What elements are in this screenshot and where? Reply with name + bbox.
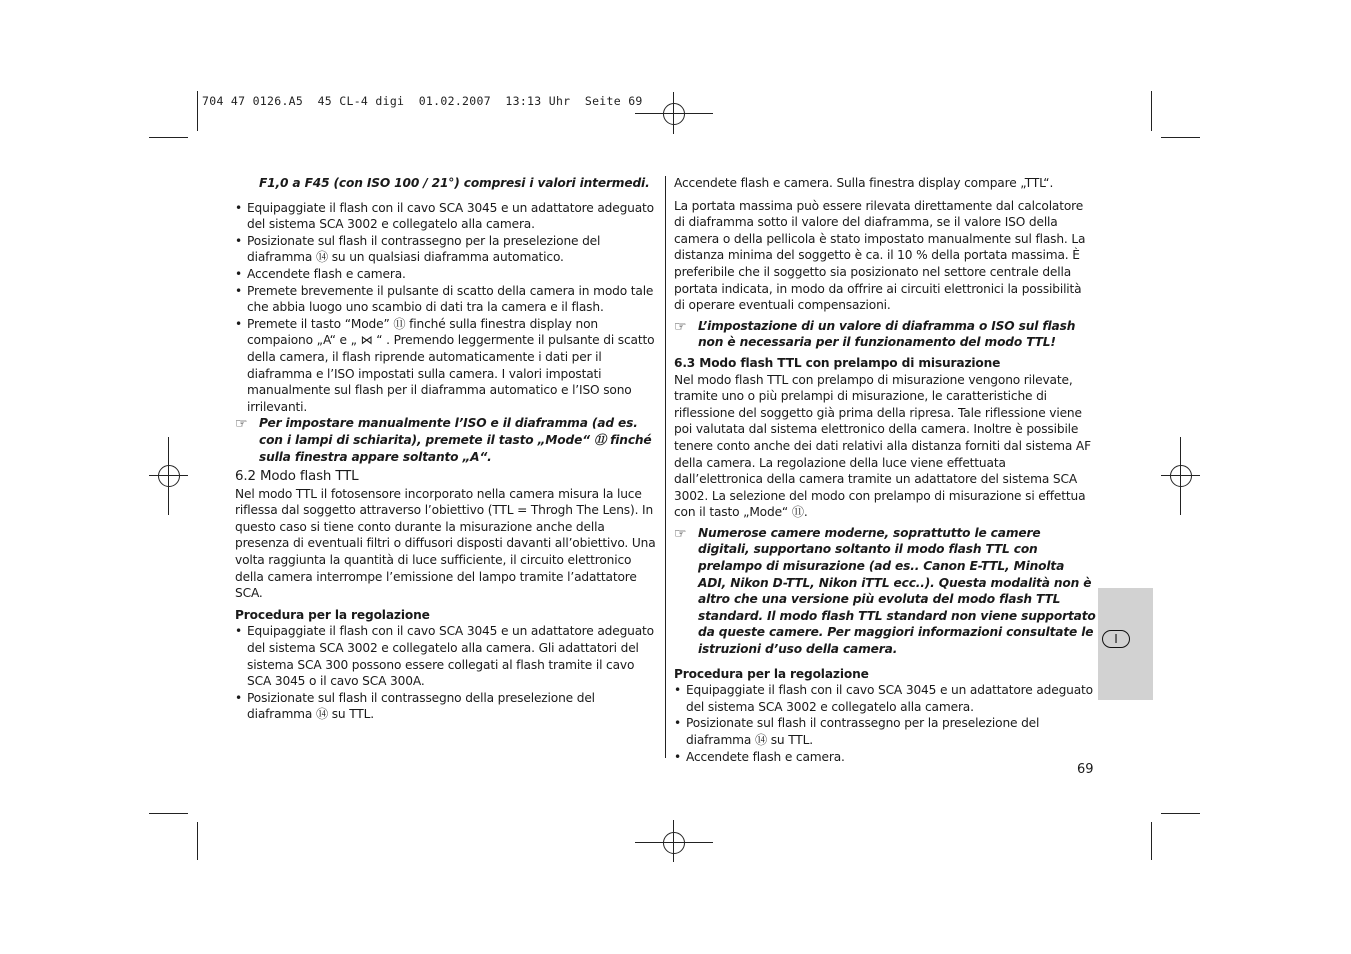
hint-note — [674, 525, 1096, 658]
hint-note — [674, 318, 1096, 351]
left-column — [235, 175, 660, 723]
list-item: • Accendete flash e camera. — [235, 266, 660, 283]
list-item: • Equipaggiate il flash con il cavo SCA 3045 e un adattatore adeguato del sistema SCA 3002 e collegatelo alla camera. — [674, 682, 1096, 715]
list-item: • Premete brevemente il pulsante di scatto della camera in modo tale che abbia luogo uno scambio di dati tra la camera e il flash. — [235, 283, 660, 316]
column-divider — [665, 176, 666, 758]
right-column — [674, 175, 1096, 765]
list-item: • Accendete flash e camera. — [674, 749, 1096, 766]
hint-note-text: Numerose camere moderne, soprattutto le camere digitali, supportano soltanto il modo flash TTL con prelampo di misurazione (ad es.. Canon E-TTL, Minolta ADI, Nikon D-TTL, Nikon iTTL ecc..). Questa modalità non è altro che una versione più evoluta del modo flash TTL standard. Il modo flash TTL standard non viene supportato da queste camere. Per maggiori informazioni consultate le istruzioni d’uso della camera. — [698, 525, 1096, 657]
pointing-hand-icon: ☞ — [235, 416, 248, 433]
list-item: • Equipaggiate il flash con il cavo SCA 3045 e un adattatore adeguato del sistema SCA 3002 e collegatelo alla camera. Gli adattatori del sistema SCA 300 possono essere collegati al flash tramite il cavo SCA 3045 o il cavo SCA 300A. — [235, 623, 660, 689]
paragraph: La portata massima può essere rilevata direttamente dal calcolatore di diaframma sotto il valore del diaframma, se il valore ISO della camera o della pellicola è stato impostato manualmente sul flash. La distanza minima del soggetto è ca. il 10 % della portata massima. È preferibile che il soggetto sia posizionato nel settore centrale della portata indicata, in modo da offrire ai circuiti elettronici la possibilità di operare eventuali compensazioni. — [674, 198, 1086, 313]
sub-heading: Procedura per la regolazione — [674, 666, 869, 681]
pointing-hand-icon: ☞ — [674, 525, 687, 542]
page-number: 69 — [1077, 762, 1094, 777]
paragraph: Accendete flash e camera. Sulla finestra display compare „TTL“. — [674, 176, 1054, 190]
hint-note-text: Per impostare manualmente l’ISO e il diaframma (ad es. con i lampi di schiarita), premete il tasto „Mode“ ⑪ finché sulla finestra appare soltanto „A“. — [259, 416, 652, 464]
list-item: • Premete il tasto “Mode” ⑪ finché sulla finestra display non compaiono „A“ e „ ⋈ “ . Premendo leggermente il pulsante di scatto della camera, il flash riprende automaticamente i dati per il diaframma e l’ISO impostati sulla camera. I valori impostati manualmente sul flash per il diaframma automatico e l’ISO sono irrilevanti. — [235, 316, 660, 416]
sub-heading: Procedura per la regolazione — [235, 607, 430, 622]
list-item: • Posizionate sul flash il contrassegno per la preselezione del diaframma ⑭ su TTL. — [674, 715, 1096, 748]
list-item: • Equipaggiate il flash con il cavo SCA 3045 e un adattatore adeguato del sistema SCA 3002 e collegatelo alla camera. — [235, 200, 660, 233]
pointing-hand-icon: ☞ — [674, 318, 687, 335]
hint-note — [235, 415, 660, 465]
list-item: • Posizionate sul flash il contrassegno per la preselezione del diaframma ⑭ su un qualsiasi diaframma automatico. — [235, 233, 660, 266]
print-header: 704 47 0126.A5 45 CL-4 digi 01.02.2007 13:13 Uhr Seite 69 — [202, 94, 643, 108]
intro-line: F1,0 a F45 (con ISO 100 / 21°) compresi i valori intermedi. — [259, 176, 650, 190]
list-item: • Posizionate sul flash il contrassegno della preselezione del diaframma ⑭ su TTL. — [235, 690, 660, 723]
language-tab — [1098, 588, 1153, 700]
hint-note-text: L’impostazione di un valore di diaframma o ISO sul flash non è necessaria per il funzionamento del modo TTL! — [698, 318, 1076, 350]
paragraph: Nel modo flash TTL con prelampo di misurazione vengono rilevate, tramite uno o più prelampi di misurazione, le caratteristiche di riflessione del soggetto già prima della ripresa. Tale riflessione viene poi valutata dal sistema elettronico della camera. Inoltre è possibile tenere conto anche dei dati relativi alla distanza forniti dal sistema AF della camera. La regolazione della luce viene effettuata dall’elettronica della camera tramite un adattatore del sistema SCA 3002. La selezione del modo con prelampo di misurazione si effettua con il tasto „Mode“ ⑪. — [674, 372, 1091, 520]
section-heading: 6.3 Modo flash TTL con prelampo di misurazione — [674, 355, 1001, 370]
section-heading: 6.2 Modo flash TTL — [235, 469, 359, 485]
paragraph: Nel modo TTL il fotosensore incorporato nella camera misura la luce riflessa dal soggetto attraverso l’obiettivo (TTL = Throgh The Lens). In questo caso si tiene conto durante la misurazione anche della presenza di eventuali filtri o diffusori disposti davanti all’obiettivo. Una volta raggiunta la quantità di luce sufficiente, il circuito elettronico della camera interrompe l’emissione del lampo tramite l’adattatore SCA. — [235, 486, 656, 601]
language-letter: I — [1102, 630, 1130, 648]
